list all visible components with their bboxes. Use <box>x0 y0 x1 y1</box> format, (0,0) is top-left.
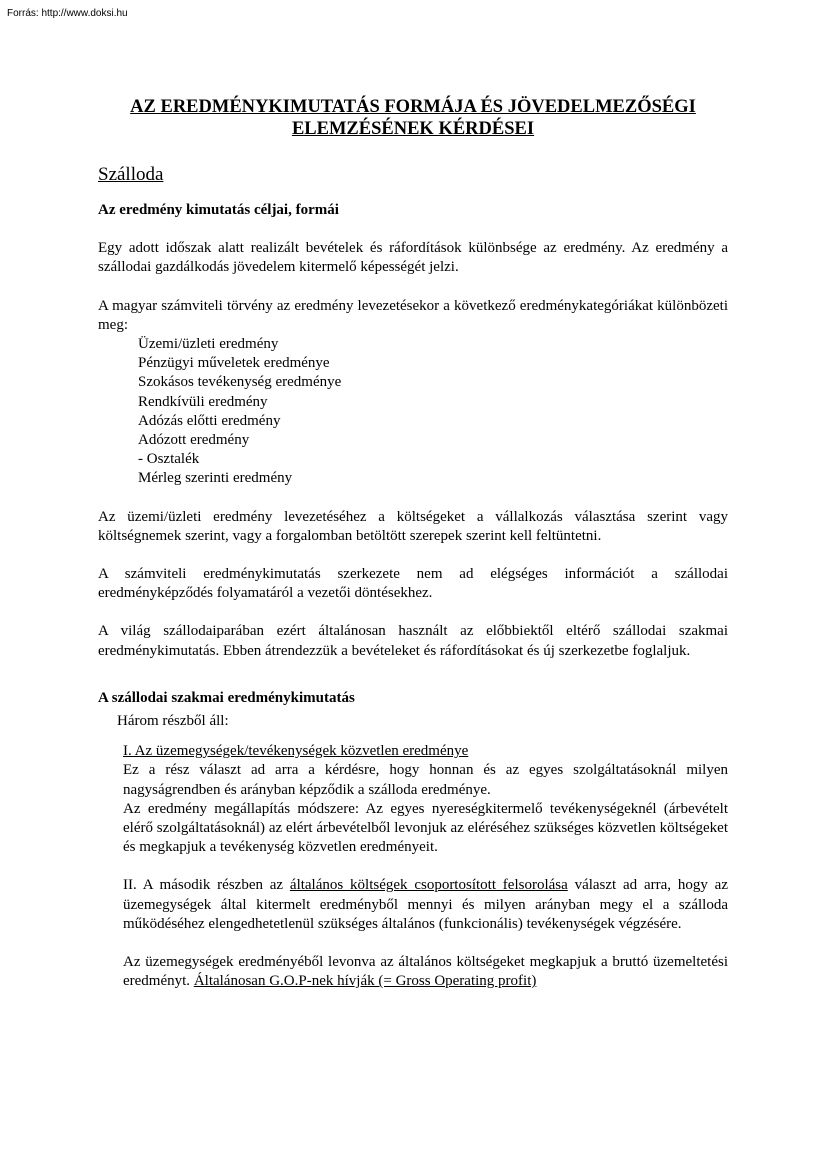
part-1-text-1: Ez a rész választ ad arra a kérdésre, hogy honnan és az egyes szolgáltatásoknál milyen nagyságrendben és arányban képződik a szálloda eredménye. <box>123 762 728 798</box>
part-3 <box>98 953 728 991</box>
part-3-underlined: Általánosan G.O.P-nek hívják (= Gross Operating profit) <box>193 973 537 990</box>
title-line-2: ELEMZÉSÉNEK KÉRDÉSEI <box>291 119 535 139</box>
subheading-goals: Az eredmény kimutatás céljai, formái <box>98 202 339 218</box>
source-note: Forrás: http://www.doksi.hu <box>7 8 128 19</box>
part-1-title: I. Az üzemegységek/tevékenységek közvetlen eredménye <box>123 743 469 760</box>
part-2-prefix: II. A második részben az <box>123 877 290 894</box>
paragraph-structure: A számviteli eredménykimutatás szerkezete nem ad elégséges információt a szállodai eredményképződés folyamatáról a vezetői döntésekhez. <box>98 566 728 602</box>
three-parts-intro: Három részből áll: <box>117 713 229 730</box>
part-3-prefix: Az üzemegységek eredményéből levonva az általános költségeket megkapjuk a bruttó üzemeltetési eredményt. <box>123 954 728 990</box>
title-line-1: AZ EREDMÉNYKIMUTATÁS FORMÁJA ÉS JÖVEDELMEZŐSÉGI <box>130 97 696 117</box>
paragraph-law: A magyar számviteli törvény az eredmény levezetésekor a következő eredménykategóriákat különbözeti meg: <box>98 297 728 333</box>
paragraph-industry: A világ szállodaiparában ezért általánosan használt az előbbiektől eltérő szállodai szakmai eredménykimutatás. Ebben átrendezzük a bevételeket és ráfordításokat és új szerkezetbe foglaljuk. <box>98 623 728 659</box>
part-2 <box>98 876 728 934</box>
part-2-underlined: általános költségek csoportosított felsorolása <box>289 877 568 894</box>
part-3-text <box>123 953 728 991</box>
part-1-text-2: Az eredmény megállapítás módszere: Az egyes nyereségkitermelő tevékenységeknél (árbevételt elérő szolgáltatásoknál) az elért árbevételből levonjuk az eléréséhez szükséges közvetlen költségeket és megkapjuk a tevékenység közvetlen eredményeit. <box>123 800 728 856</box>
subheading-professional-statement: A szállodai szakmai eredménykimutatás <box>98 689 355 706</box>
list-item: Rendkívüli eredmény <box>138 393 268 410</box>
part-2-suffix: választ ad arra, hogy az üzemegységek által kitermelt eredményből mennyi és milyen arányban megy el a szálloda működéséhez elengedhetetlenül szükséges általános (funkcionális) tevékenységek végzésére. <box>123 877 728 932</box>
paragraph-definition: Egy adott időszak alatt realizált bevételek és ráfordítások különbsége az eredmény. Az eredmény a szállodai gazdálkodás jövedelem kitermelő képességét jelzi. <box>98 240 728 276</box>
list-item: Adózás előtti eredmény <box>138 412 281 429</box>
list-item: Adózott eredmény <box>138 432 250 449</box>
paragraph-cost-presentation: Az üzemi/üzleti eredmény levezetéséhez a költségeket a vállalkozás választása szerint vagy költségnemek szerint, vagy a forgalomban betöltött szerepek szerint kell feltüntetni. <box>98 508 728 544</box>
list-item: - Osztalék <box>138 451 200 468</box>
list-item: Mérleg szerinti eredmény <box>138 470 293 487</box>
list-item: Szokásos tevékenység eredménye <box>138 374 342 391</box>
list-item: Üzemi/üzleti eredmény <box>138 336 279 353</box>
part-1 <box>98 742 728 857</box>
document-title <box>98 96 728 140</box>
document-page <box>98 96 728 992</box>
part-2-text <box>123 876 728 934</box>
section-title: Szálloda <box>98 164 164 185</box>
category-list <box>98 335 728 489</box>
list-item: Pénzügyi műveletek eredménye <box>138 355 330 372</box>
